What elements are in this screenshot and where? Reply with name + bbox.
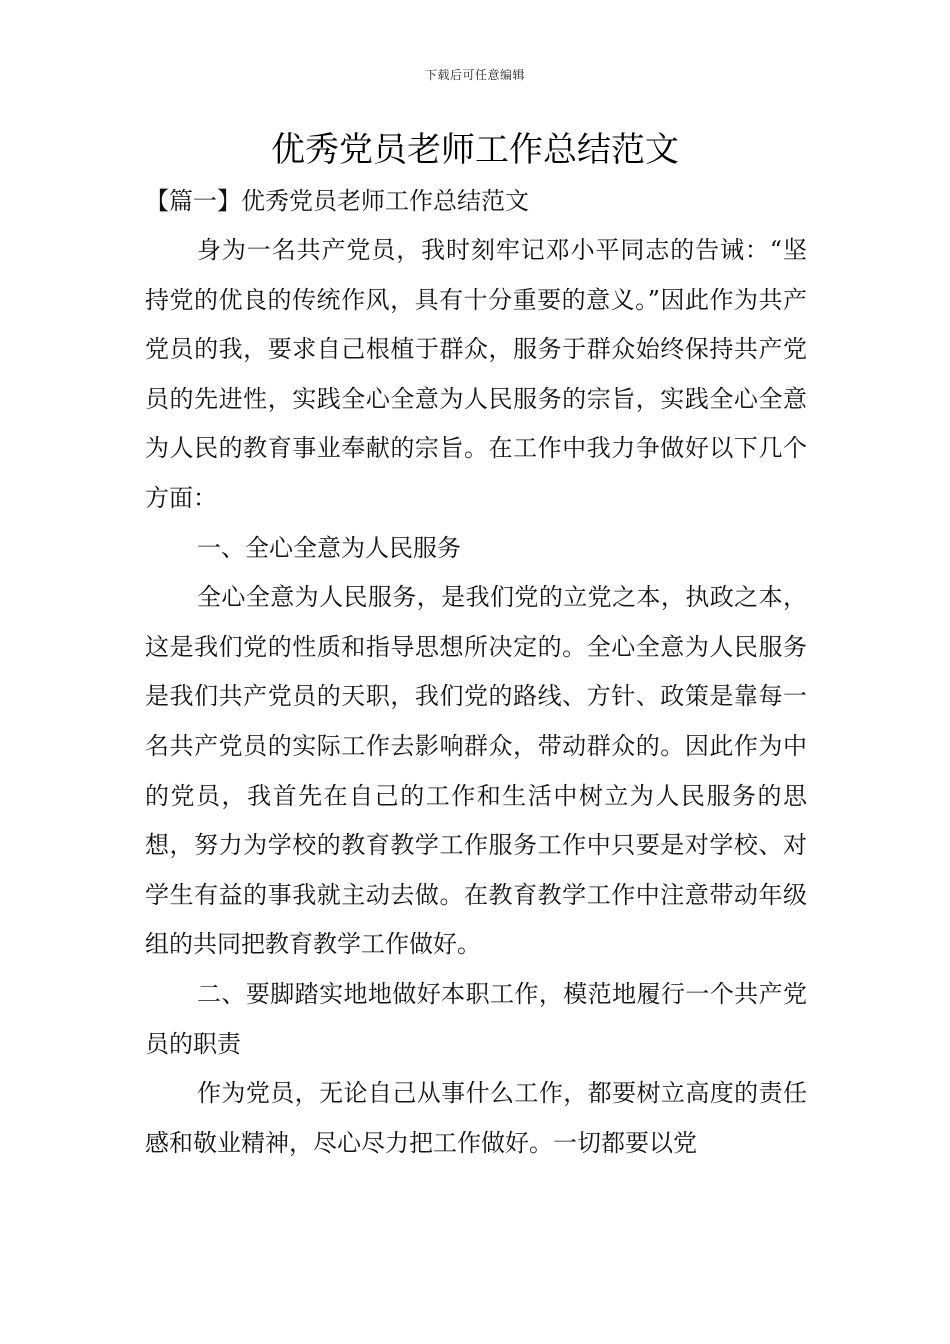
paragraph-heading-two: 二、要脚踏实地地做好本职工作，模范地履行一个共产党员的职责 <box>145 979 807 1058</box>
paragraph-intro: 身为一名共产党员，我时刻牢记邓小平同志的告诫：“坚持党的优良的传统作风，具有十分重要的意义。”因此作为共产党员的我，要求自己根植于群众，服务于群众始终保持共产党员的先进性，实践全心全意为人民服务的宗旨，实践全心全意为人民的教育事业奉献的宗旨。在工作中我力争做好以下几个方面： <box>145 236 807 512</box>
section-heading: 【篇一】优秀党员老师工作总结范文 <box>145 187 529 215</box>
document-title: 优秀党员老师工作总结范文 <box>271 130 679 170</box>
body-text <box>145 226 807 1168</box>
header-note: 下载后可任意编辑 <box>424 68 525 82</box>
paragraph-serve-people: 全心全意为人民服务，是我们党的立党之本，执政之本，这是我们党的性质和指导思想所决定的。全心全意为人民服务是我们共产党员的天职，我们党的路线、方针、政策是靠每一名共产党员的实际工作去影响群众，带动群众的。因此作为中的党员，我首先在自己的工作和生活中树立为人民服务的思想，努力为学校的教育教学工作服务工作中只要是对学校、对学生有益的事我就主动去做。在教育教学工作中注意带动年级组的共同把教育教学工作做好。 <box>145 583 807 959</box>
paragraph-heading-one: 一、全心全意为人民服务 <box>197 533 461 562</box>
paragraph-duty: 作为党员，无论自己从事什么工作，都要树立高度的责任感和敬业精神，尽心尽力把工作做好。一切都要以党 <box>145 1079 807 1157</box>
